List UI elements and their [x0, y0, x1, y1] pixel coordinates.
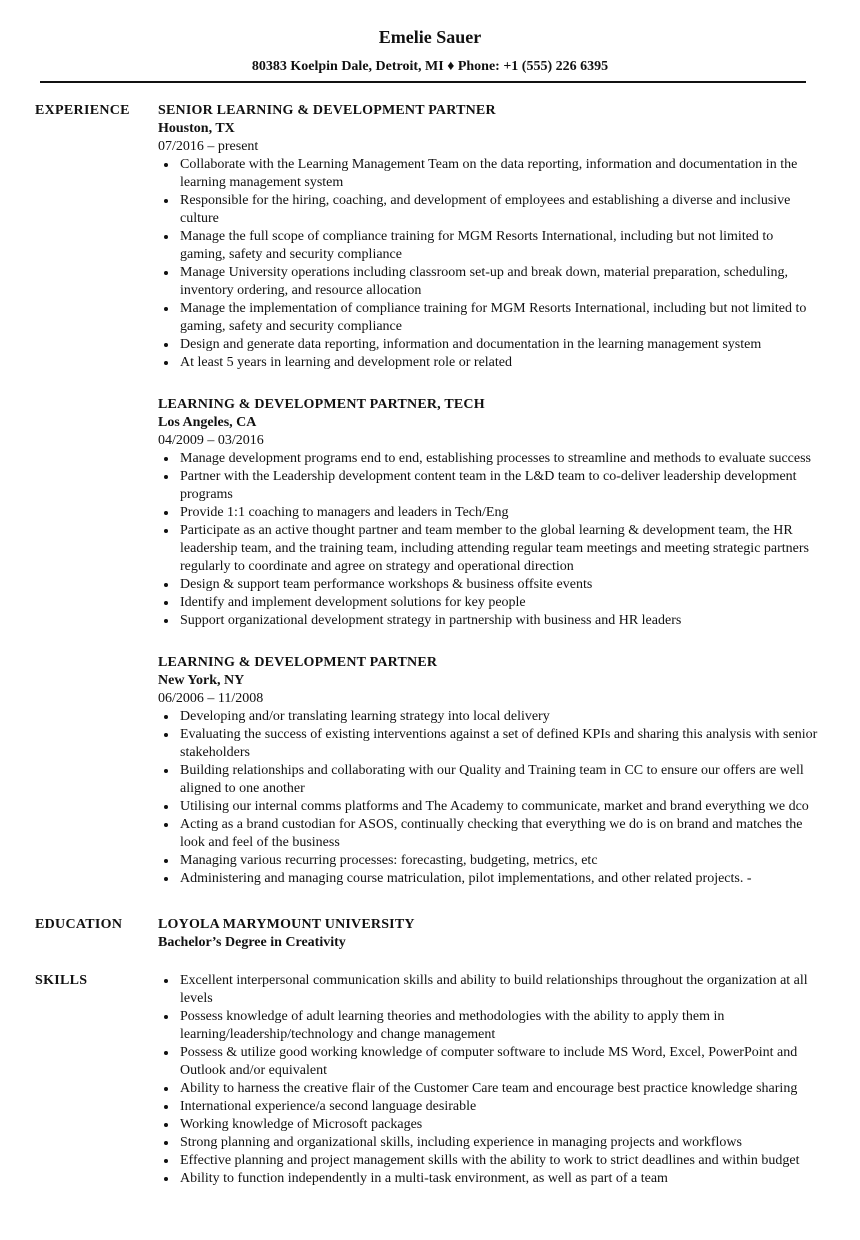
job-title: LEARNING & DEVELOPMENT PARTNER	[158, 655, 438, 670]
contact-line: 80383 Koelpin Dale, Detroit, MI ♦ Phone: +1 (555) 226 6395	[251, 59, 609, 74]
header-divider	[40, 81, 806, 83]
list-item: Participate as an active thought partner and team member to the global learning & development team, the HR leadership team, and the training team, including attending regular team meetings and meeting strategic partners regularly to coordinate and agree on strategy and operational direction	[158, 522, 818, 576]
job-bullets	[158, 156, 818, 372]
job-location: Houston, TX	[158, 121, 235, 136]
list-item: Acting as a brand custodian for ASOS, continually checking that everything we do is on brand and matches the look and feel of the business	[158, 816, 818, 852]
job-dates: 04/2009 – 03/2016	[158, 433, 264, 448]
list-item: Provide 1:1 coaching to managers and leaders in Tech/Eng	[158, 504, 818, 522]
list-item: Effective planning and project management skills with the ability to work to strict deadlines and within budget	[158, 1152, 818, 1170]
list-item: At least 5 years in learning and development role or related	[158, 354, 818, 372]
list-item: Manage the implementation of compliance training for MGM Resorts International, including but not limited to gaming, safety and security compliance	[158, 300, 818, 336]
job-title: SENIOR LEARNING & DEVELOPMENT PARTNER	[158, 103, 496, 118]
list-item: Utilising our internal comms platforms and The Academy to communicate, market and brand everything we dco	[158, 798, 818, 816]
list-item: International experience/a second language desirable	[158, 1098, 818, 1116]
section-label-education: EDUCATION	[35, 917, 123, 932]
degree: Bachelor’s Degree in Creativity	[158, 935, 346, 950]
list-item: Manage development programs end to end, establishing processes to streamline and methods to evaluate success	[158, 450, 818, 468]
list-item: Responsible for the hiring, coaching, and development of employees and establishing a diverse and inclusive culture	[158, 192, 818, 228]
resume-header	[0, 0, 860, 76]
job-location: Los Angeles, CA	[158, 415, 257, 430]
skills-list	[158, 972, 818, 1188]
list-item: Manage the full scope of compliance training for MGM Resorts International, including but not limited to gaming, safety and security compliance	[158, 228, 818, 264]
job-entry	[158, 396, 818, 630]
job-dates: 06/2006 – 11/2008	[158, 691, 264, 706]
list-item: Collaborate with the Learning Management Team on the data reporting, information and documentation in the learning management system	[158, 156, 818, 192]
job-dates: 07/2016 – present	[158, 139, 259, 154]
list-item: Evaluating the success of existing interventions against a set of defined KPIs and sharing this analysis with senior stakeholders	[158, 726, 818, 762]
section-label-experience: EXPERIENCE	[35, 103, 130, 118]
skills-section	[0, 972, 860, 1188]
list-item: Identify and implement development solutions for key people	[158, 594, 818, 612]
list-item: Partner with the Leadership development content team in the L&D team to co-deliver leadership development programs	[158, 468, 818, 504]
school-name: LOYOLA MARYMOUNT UNIVERSITY	[158, 917, 415, 932]
job-entry	[158, 654, 818, 888]
job-title: LEARNING & DEVELOPMENT PARTNER, TECH	[158, 397, 485, 412]
job-bullets	[158, 450, 818, 630]
job-bullets	[158, 708, 818, 888]
list-item: Design and generate data reporting, information and documentation in the learning management system	[158, 336, 818, 354]
job-location: New York, NY	[158, 673, 245, 688]
list-item: Excellent interpersonal communication skills and ability to build relationships throughout the organization at all levels	[158, 972, 818, 1008]
list-item: Design & support team performance workshops & business offsite events	[158, 576, 818, 594]
list-item: Possess & utilize good working knowledge of computer software to include MS Word, Excel, PowerPoint and Outlook and/or equivalent	[158, 1044, 818, 1080]
list-item: Ability to function independently in a multi-task environment, as well as part of a team	[158, 1170, 818, 1188]
education-section	[0, 916, 860, 952]
list-item: Manage University operations including classroom set-up and break down, material preparation, scheduling, inventory ordering, and resource allocation	[158, 264, 818, 300]
list-item: Developing and/or translating learning strategy into local delivery	[158, 708, 818, 726]
list-item: Possess knowledge of adult learning theories and methodologies with the ability to apply them in learning/leadership/technology and change management	[158, 1008, 818, 1044]
list-item: Administering and managing course matriculation, pilot implementations, and other related projects. -	[158, 870, 818, 888]
list-item: Ability to harness the creative flair of the Customer Care team and encourage best practice knowledge sharing	[158, 1080, 818, 1098]
list-item: Building relationships and collaborating with our Quality and Training team in CC to ensure our offers are well aligned to one another	[158, 762, 818, 798]
list-item: Strong planning and organizational skills, including experience in managing projects and workflows	[158, 1134, 818, 1152]
list-item: Working knowledge of Microsoft packages	[158, 1116, 818, 1134]
section-label-skills: SKILLS	[35, 973, 88, 988]
candidate-name: Emelie Sauer	[378, 27, 482, 47]
list-item: Support organizational development strategy in partnership with business and HR leaders	[158, 612, 818, 630]
list-item: Managing various recurring processes: forecasting, budgeting, metrics, etc	[158, 852, 818, 870]
experience-section	[0, 102, 860, 888]
job-entry	[158, 102, 818, 372]
